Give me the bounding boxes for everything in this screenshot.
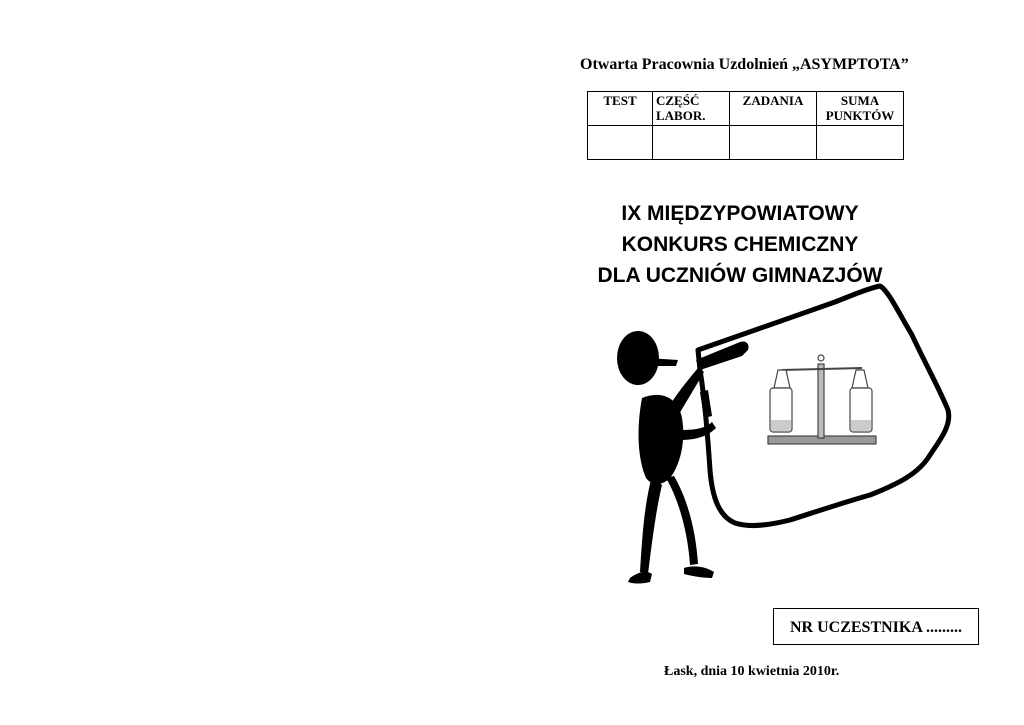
contest-title xyxy=(580,198,900,291)
contest-title-line2: KONKURS CHEMICZNY xyxy=(621,233,859,256)
score-table-entry-row xyxy=(588,126,904,160)
score-cell-sum[interactable] xyxy=(817,126,904,160)
contest-title-line1: IX MIĘDZYPOWIATOWY xyxy=(621,202,859,225)
col-tasks: ZADANIA xyxy=(730,92,817,126)
score-cell-tasks[interactable] xyxy=(730,126,817,160)
place-and-date: Łask, dnia 10 kwietnia 2010r. xyxy=(664,664,840,679)
col-lab-part xyxy=(653,92,730,126)
contest-title-line3: DLA UCZNIÓW GIMNAZJÓW xyxy=(597,264,883,287)
col-lab-part-line1: CZĘŚĆ xyxy=(656,93,700,108)
score-table xyxy=(587,91,904,160)
participant-number-box: NR UCZESTNIKA ......... xyxy=(773,608,979,645)
col-test: TEST xyxy=(588,92,653,126)
col-sum-line2: PUNKTÓW xyxy=(825,108,895,123)
col-lab-part-line2: LABOR. xyxy=(656,108,706,123)
organization-header: Otwarta Pracownia Uzdolnień „ASYMPTOTA” xyxy=(580,56,909,73)
score-table-header-row xyxy=(588,92,904,126)
col-sum xyxy=(817,92,904,126)
stick-figure-with-balance-scale-icon xyxy=(600,280,960,600)
score-cell-lab-part[interactable] xyxy=(653,126,730,160)
col-sum-line1: SUMA xyxy=(840,93,880,108)
score-cell-test[interactable] xyxy=(588,126,653,160)
